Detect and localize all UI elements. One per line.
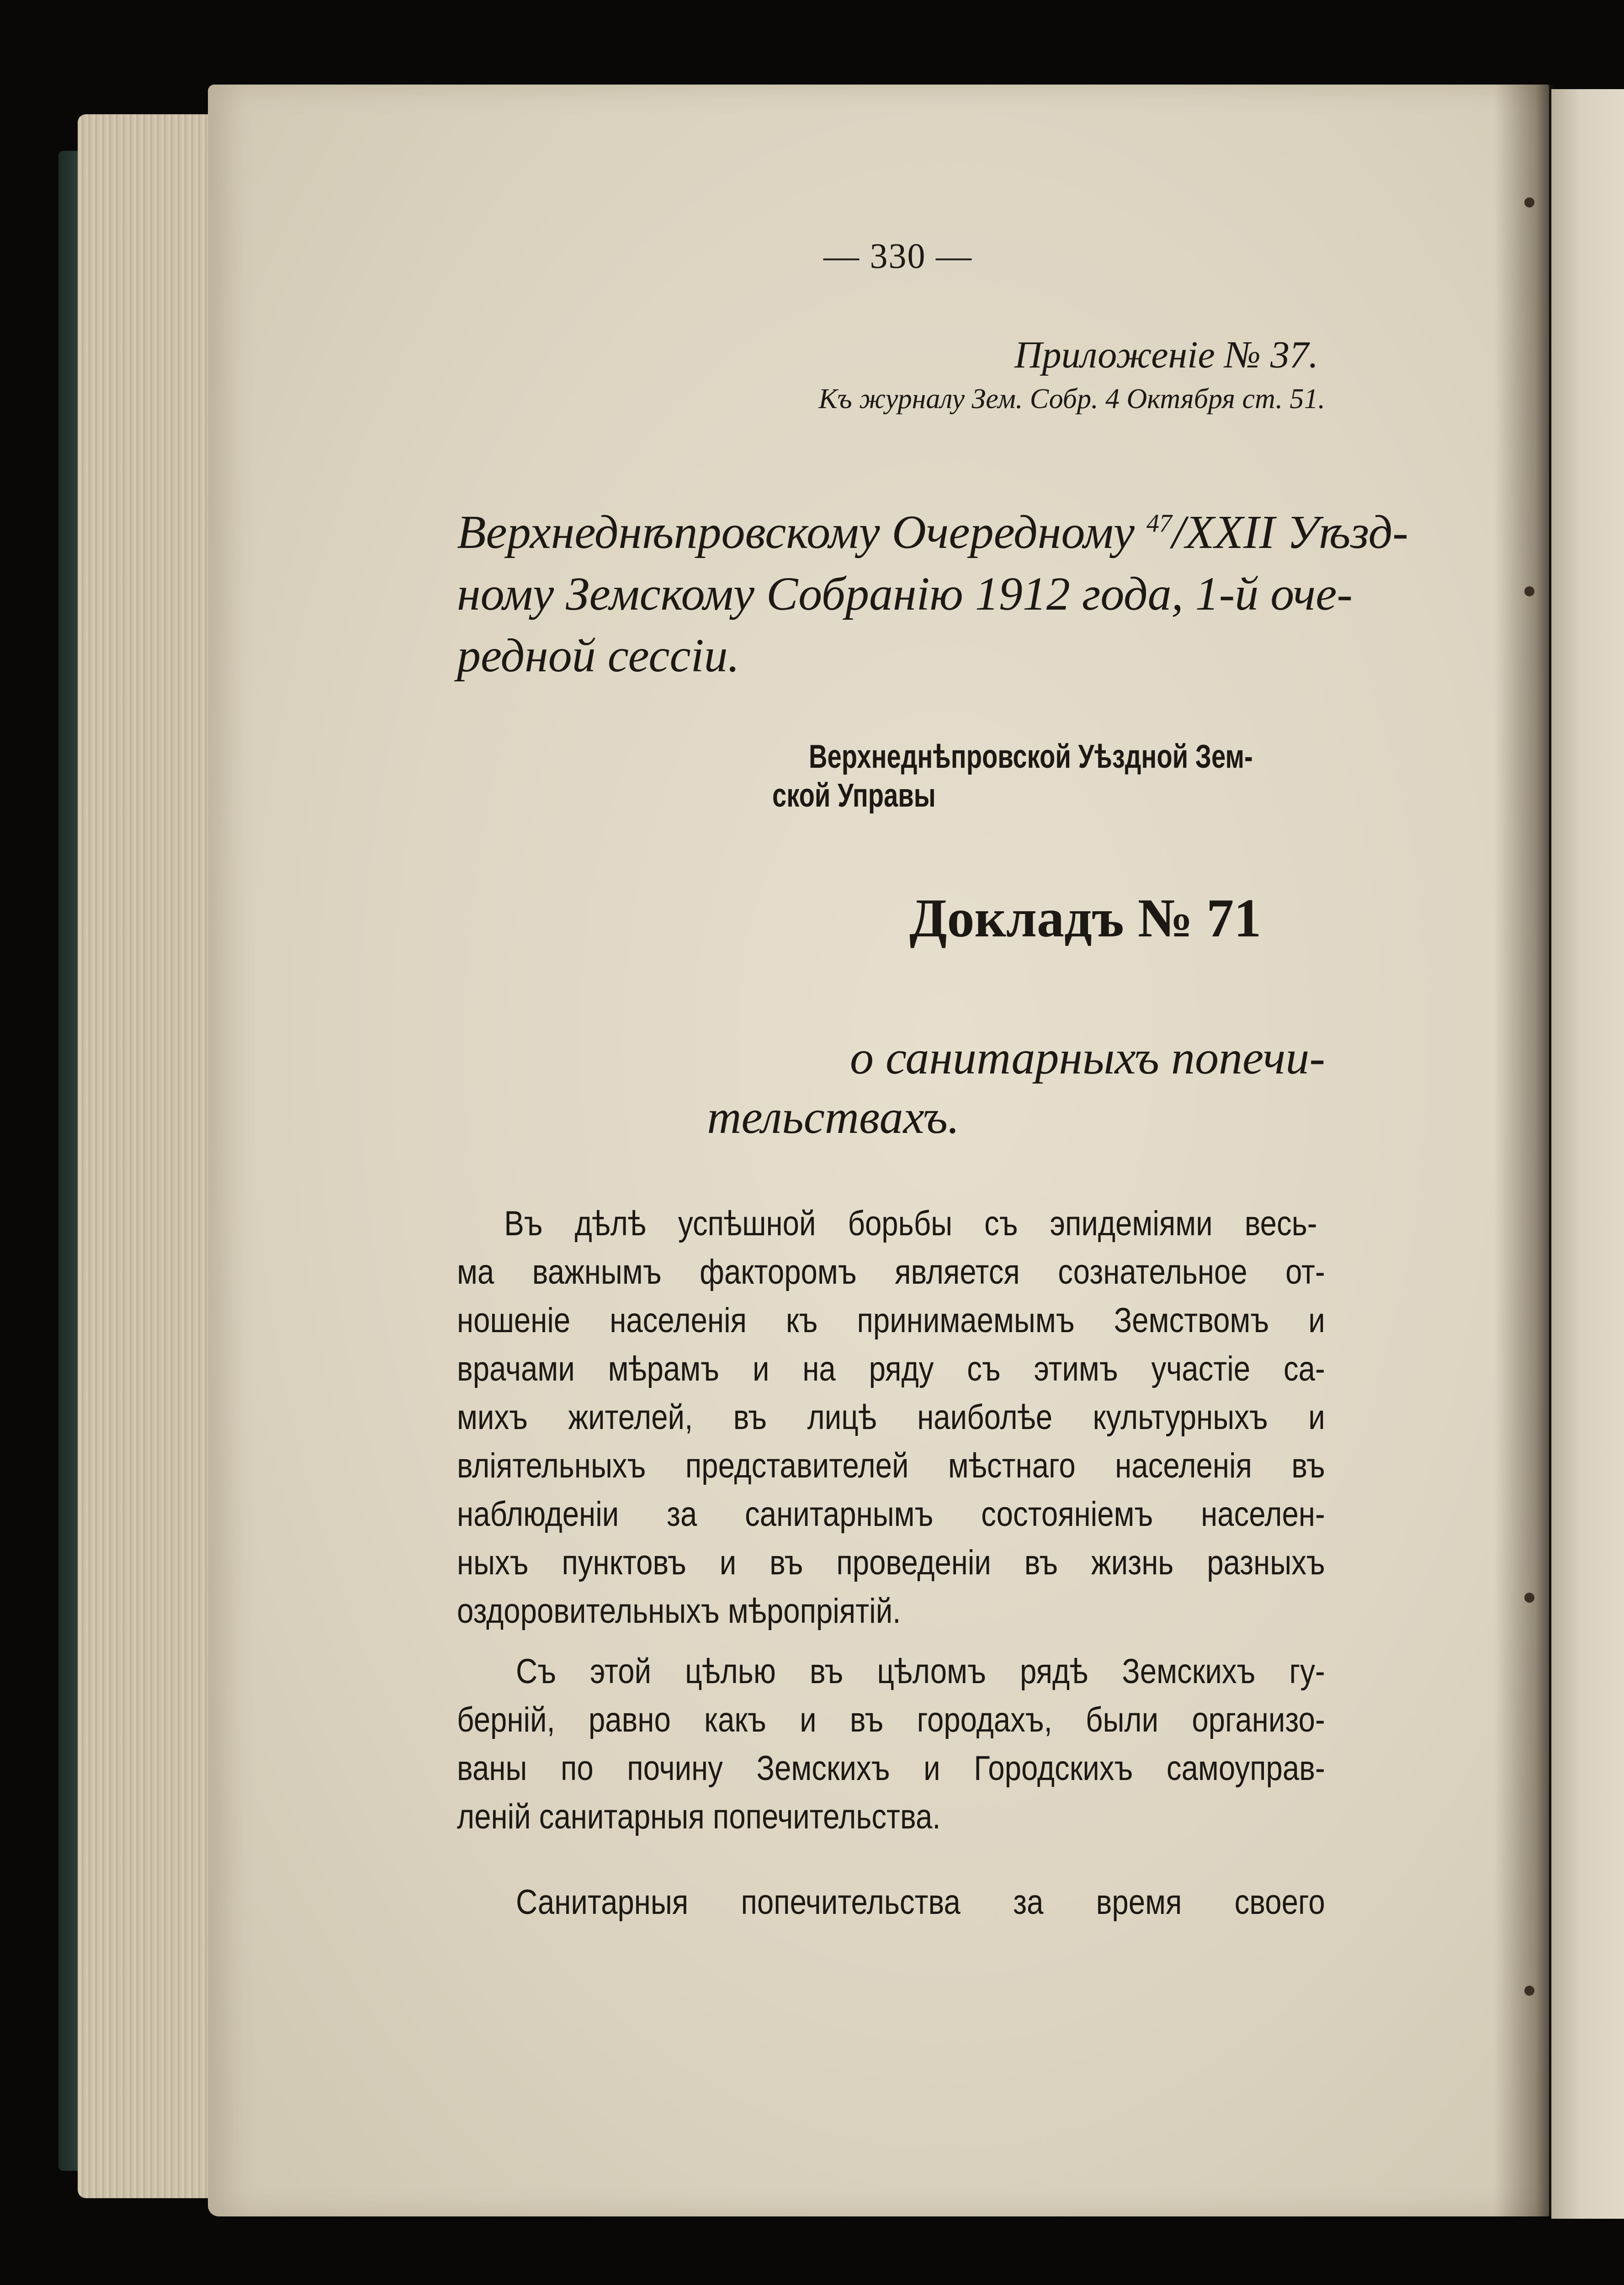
binding-stitch <box>1524 197 1534 207</box>
paragraph-line: оздоровительныхъ мѣропрiятiй. <box>457 1592 901 1631</box>
appendix-subtitle: Къ журналу Зем. Собр. 4 Октября ст. 51. <box>818 383 1325 414</box>
report-subject-line: о санитарныхъ попечи- <box>849 1031 1325 1084</box>
addressee-line <box>457 505 1408 559</box>
issuer-line: Верхнеднѣпровской Уѣздной Зем- <box>809 739 1253 775</box>
paragraph-line: Въ дѣлѣ успѣшной борьбы съ эпидемiями весь- <box>504 1204 1317 1243</box>
paragraph-line: ленiй санитарныя попечительства. <box>457 1797 941 1836</box>
paragraph-line: наблюденiи за санитарнымъ состоянiемъ населен- <box>457 1495 1325 1534</box>
page-number: — 330 — <box>823 236 972 276</box>
page-gutter-shadow <box>1494 85 1554 2216</box>
paragraph-line: влiятельныхъ представителей мѣстнаго населенiя въ <box>457 1446 1325 1485</box>
addressee-line: редной сессiи. <box>457 629 740 682</box>
paragraph-line: Съ этой цѣлью въ цѣломъ рядѣ Земскихъ гу- <box>516 1652 1325 1691</box>
issuer-line: ской Управы <box>772 777 936 814</box>
facing-page-edge <box>1551 89 1624 2219</box>
report-subject-line: тельствахъ. <box>707 1091 960 1143</box>
binding-stitch <box>1524 1986 1534 1996</box>
paragraph-line: ношенiе населенiя къ принимаемымъ Земствомъ и <box>457 1301 1325 1340</box>
paragraph-line: михъ жителей, въ лицѣ наиболѣе культурныхъ и <box>457 1398 1325 1437</box>
binding-stitch <box>1524 586 1534 596</box>
paragraph-line: бернiй, равно какъ и въ городахъ, были организо- <box>457 1700 1325 1739</box>
addressee-text: Верхнеднѣпровскому Очередному <box>457 506 1146 558</box>
binding-stitch <box>1524 1593 1534 1603</box>
paragraph-line: ваны по почину Земскихъ и Городскихъ самоуправ- <box>457 1749 1325 1788</box>
addressee-line: ному Земскому Собранiю 1912 года, 1-й оче- <box>457 568 1353 620</box>
addressee-superscript: 47 <box>1146 509 1172 538</box>
appendix-title: Приложенiе № 37. <box>1014 334 1318 376</box>
body-paragraph <box>457 1647 1325 1841</box>
paragraph-line: ма важнымъ факторомъ является сознательное от- <box>457 1253 1325 1291</box>
body-paragraph <box>457 1878 1325 1927</box>
addressee-text: /XXII Уѣзд- <box>1172 506 1408 558</box>
paragraph-line: Санитарныя попечительства за время своего <box>516 1883 1325 1922</box>
paragraph-line: врачами мѣрамъ и на ряду съ этимъ участiе са- <box>457 1350 1325 1388</box>
report-title: Докладъ № 71 <box>909 887 1262 948</box>
paragraph-line: ныхъ пунктовъ и въ проведенiи въ жизнь разныхъ <box>457 1543 1325 1582</box>
body-paragraph <box>457 1200 1325 1636</box>
